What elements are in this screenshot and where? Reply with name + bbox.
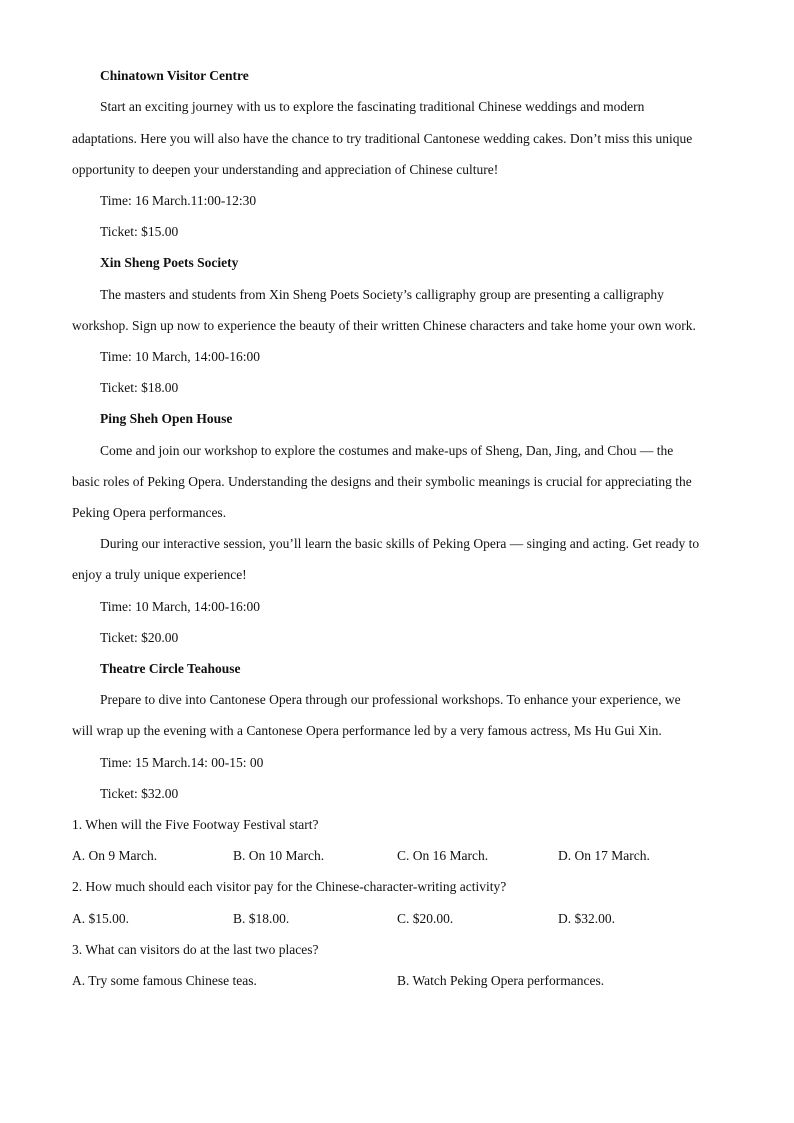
paragraph-line: adaptations. Here you will also have the chance to try traditional Cantonese wedding cakes. Don’t miss this unique: [72, 131, 693, 146]
paragraph-line: Start an exciting journey with us to explore the fascinating traditional Chinese weddings and modern: [100, 99, 645, 114]
paragraph-line: will wrap up the evening with a Cantonese Opera performance led by a very famous actress, Ms Hu Gui Xin.: [72, 723, 662, 738]
event-ticket: Ticket: $18.00: [100, 380, 179, 395]
paragraph-line: The masters and students from Xin Sheng Poets Society’s calligraphy group are presenting a calligraphy: [100, 287, 664, 302]
event-time: Time: 10 March, 14:00-16:00: [100, 349, 260, 364]
question-option: C. On 16 March.: [397, 848, 489, 863]
paragraph-line: Prepare to dive into Cantonese Opera through our professional workshops. To enhance your experience, we: [100, 692, 681, 707]
event-ticket: Ticket: $32.00: [100, 786, 179, 801]
question-option: C. $20.00.: [397, 911, 454, 926]
question-text: 2. How much should each visitor pay for the Chinese-character-writing activity?: [72, 879, 507, 894]
question-option: B. On 10 March.: [233, 848, 325, 863]
question-option: A. Try some famous Chinese teas.: [72, 973, 257, 988]
question-option: A. $15.00.: [72, 911, 129, 926]
paragraph-line: opportunity to deepen your understanding and appreciation of Chinese culture!: [72, 162, 499, 177]
section-heading: Ping Sheh Open House: [100, 411, 233, 426]
event-ticket: Ticket: $15.00: [100, 224, 179, 239]
section-heading: Chinatown Visitor Centre: [100, 68, 249, 83]
question-text: 1. When will the Five Footway Festival start?: [72, 817, 319, 832]
event-time: Time: 10 March, 14:00-16:00: [100, 599, 260, 614]
paragraph-line: During our interactive session, you’ll learn the basic skills of Peking Opera — singing and acting. Get ready to: [100, 536, 700, 551]
paragraph-line: enjoy a truly unique experience!: [72, 567, 247, 582]
question-option: B. $18.00.: [233, 911, 290, 926]
event-ticket: Ticket: $20.00: [100, 630, 179, 645]
section-heading: Theatre Circle Teahouse: [100, 661, 241, 676]
question-option: D. On 17 March.: [558, 848, 650, 863]
question-option: D. $32.00.: [558, 911, 615, 926]
event-time: Time: 16 March.11:00-12:30: [100, 193, 257, 208]
event-time: Time: 15 March.14: 00-15: 00: [100, 755, 264, 770]
paragraph-line: workshop. Sign up now to experience the beauty of their written Chinese characters and take home your own work.: [72, 318, 696, 333]
question-option: B. Watch Peking Opera performances.: [397, 973, 605, 988]
question-text: 3. What can visitors do at the last two places?: [72, 942, 319, 957]
section-heading: Xin Sheng Poets Society: [100, 255, 239, 270]
paragraph-line: basic roles of Peking Opera. Understanding the designs and their symbolic meanings is crucial for appreciating the: [72, 474, 692, 489]
paragraph-line: Come and join our workshop to explore the costumes and make-ups of Sheng, Dan, Jing, and Chou — the: [100, 443, 674, 458]
question-option: A. On 9 March.: [72, 848, 158, 863]
paragraph-line: Peking Opera performances.: [72, 505, 227, 520]
